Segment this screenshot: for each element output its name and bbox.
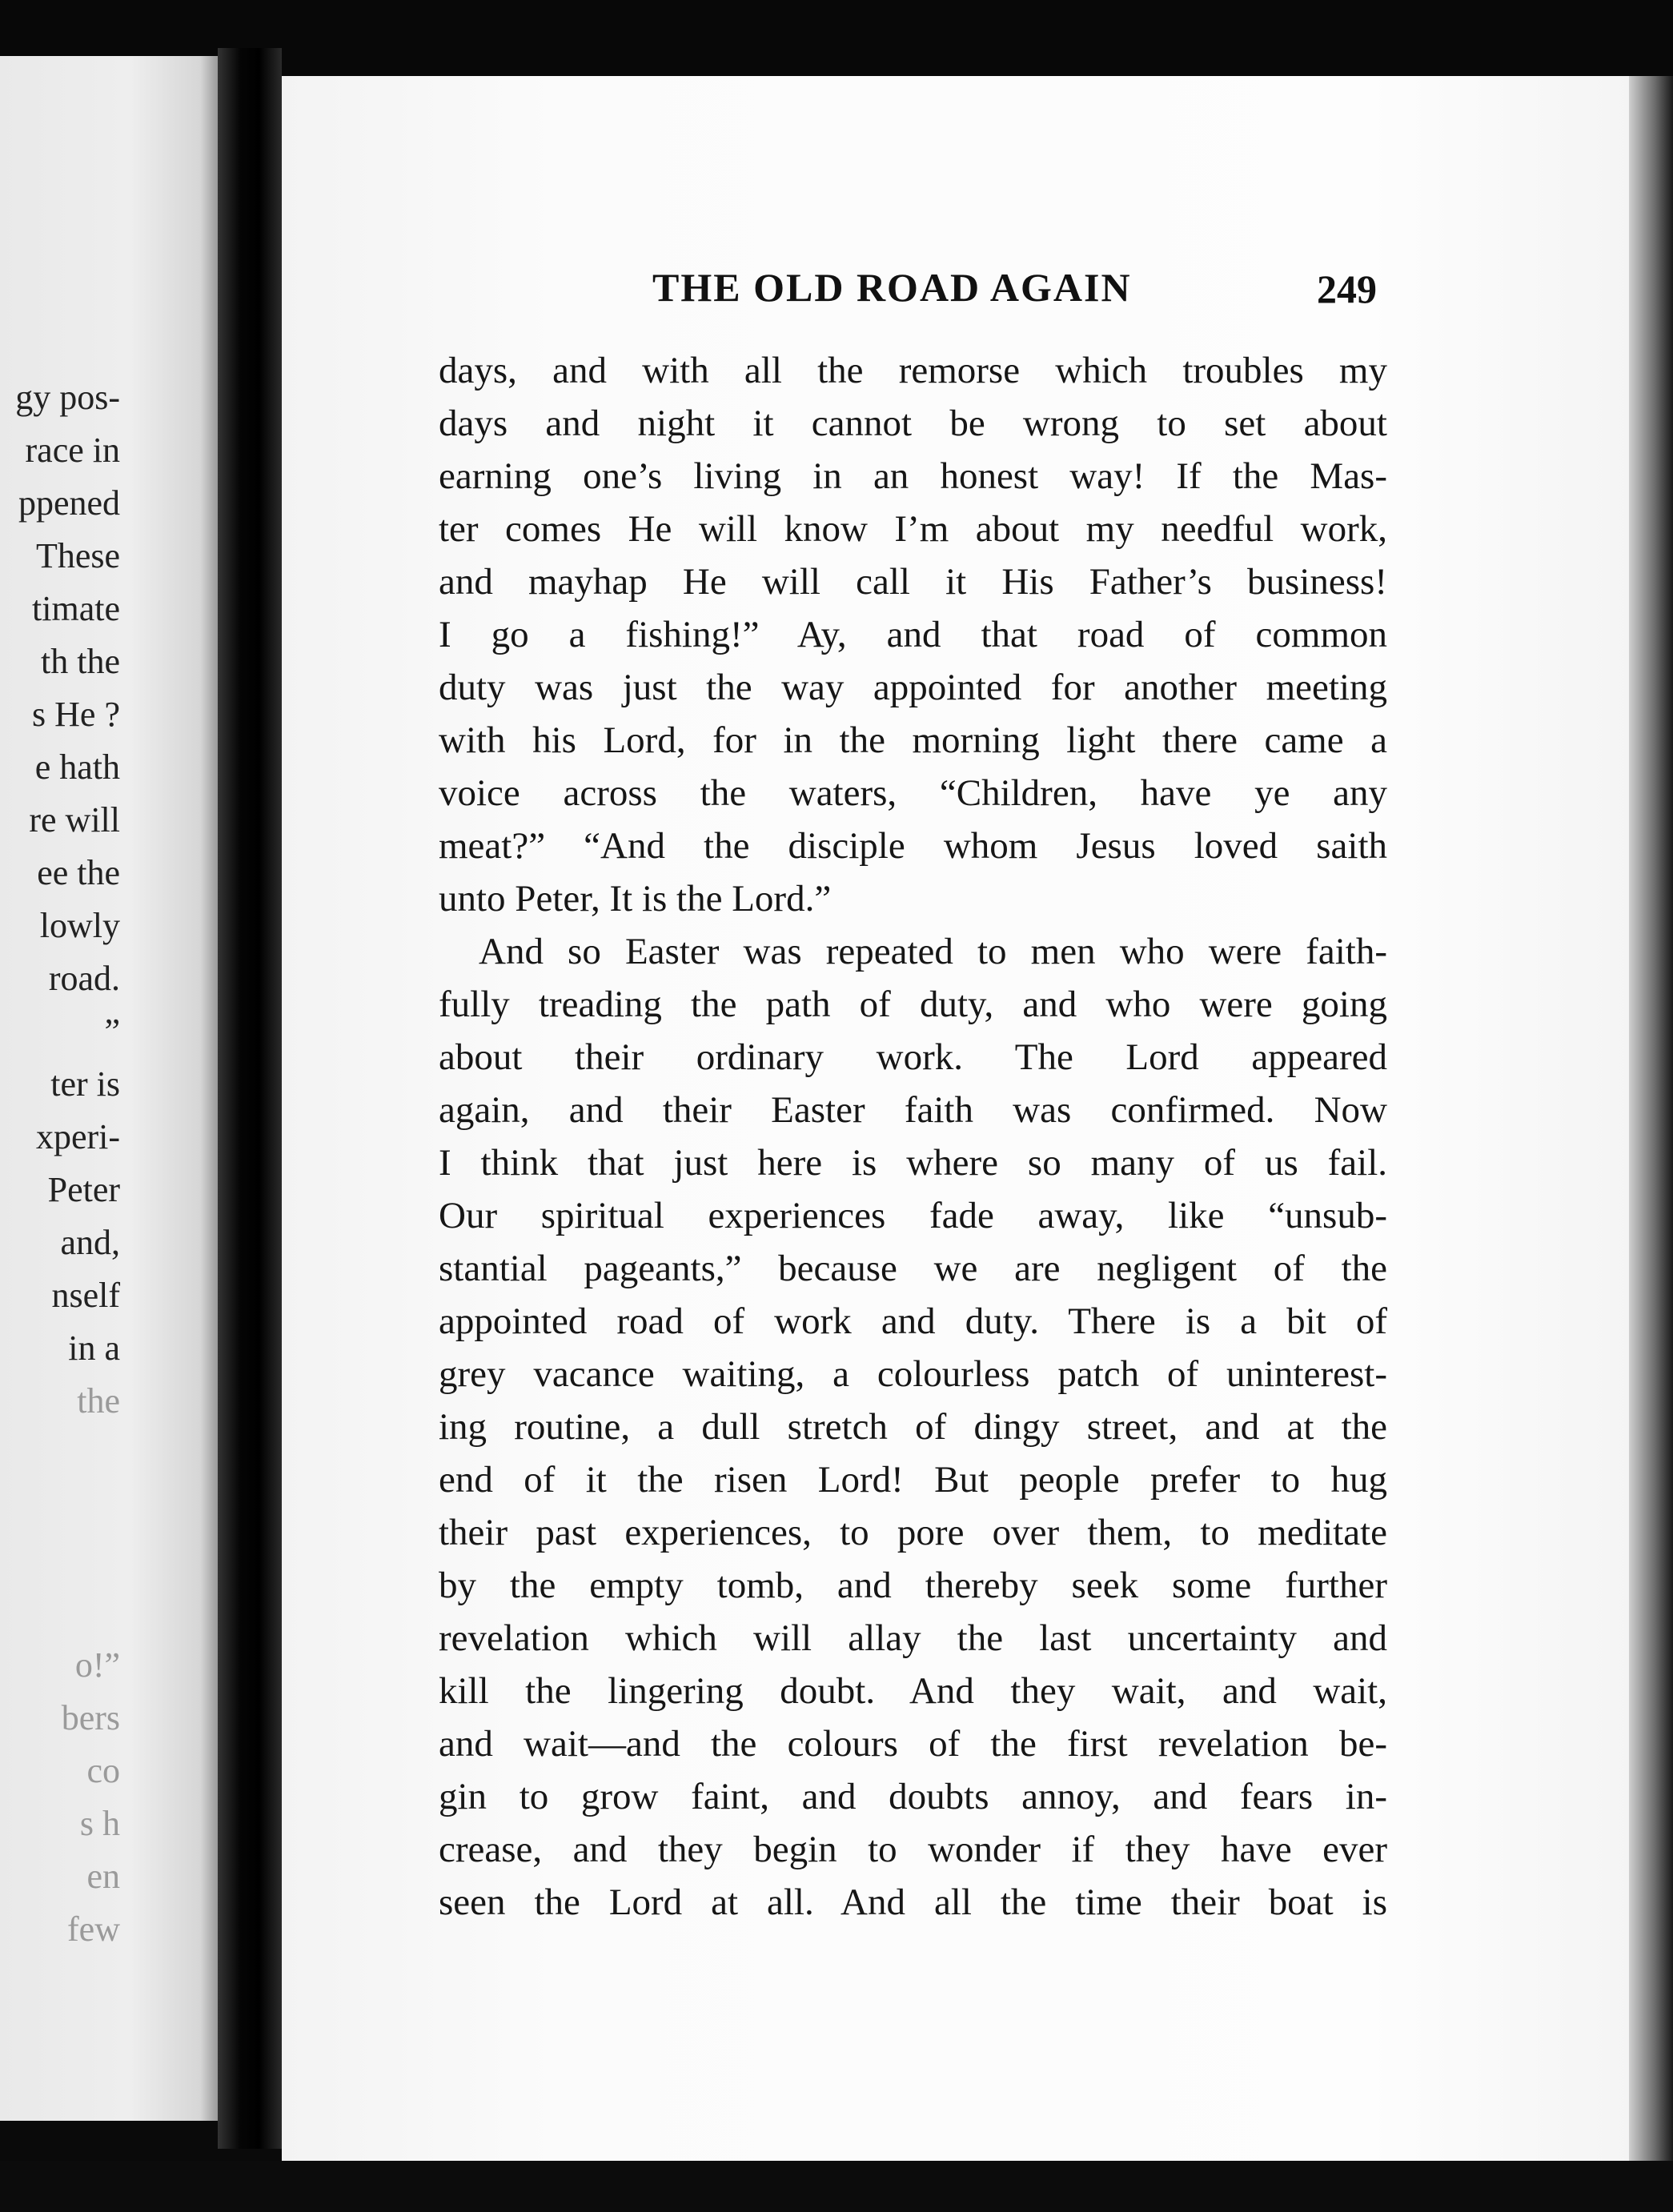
text-line: I think that just here is where so many of us fail. [439,1142,1387,1184]
page-number: 249 [1317,266,1377,311]
left-page-fragment: re will [29,800,120,840]
text-line: I go a fishing!” Ay, and that road of common [439,614,1387,655]
text-line: days and night it cannot be wrong to set about [439,403,1387,444]
text-line: gin to grow faint, and doubts annoy, and fears in- [439,1776,1387,1817]
left-page-fragment: Peter [47,1170,120,1209]
left-page-fragment: lowly [39,906,120,945]
text-line: days, and with all the remorse which troubles my [439,350,1387,391]
left-page-fragment: xperi- [35,1117,120,1156]
text-line: with his Lord, for in the morning light there came a [439,719,1387,761]
left-page-fragment: s He ? [32,695,120,734]
text-line: fully treading the path of duty, and who were going [439,984,1387,1025]
left-page-fragment: in a [68,1328,120,1368]
text-line: meat?” “And the disciple whom Jesus loved saith [439,825,1387,867]
text-line: appointed road of work and duty. There is a bit of [439,1300,1387,1342]
left-page-fragment: ppened [18,483,120,523]
running-head: THE OLD ROAD AGAIN [652,265,1132,310]
left-page-fragment: bers [61,1698,120,1737]
left-page-fragment: and, [60,1223,120,1262]
left-page-fragment: road. [48,959,120,998]
left-page-fragment: th the [41,642,120,681]
text-line: duty was just the way appointed for another meeting [439,667,1387,708]
left-page-fragment: few [67,1909,120,1949]
left-page-fragment: o!” [74,1645,120,1685]
text-line: unto Peter, It is the Lord.” [439,878,832,920]
left-page-fragment: co [86,1751,120,1790]
text-line: by the empty tomb, and thereby seek some further [439,1565,1387,1606]
left-page-fragment: e hath [34,747,120,787]
text-line: Our spiritual experiences fade away, like “unsub- [439,1195,1387,1236]
text-line: and wait—and the colours of the first revelation be- [439,1723,1387,1765]
left-page-fragment: gy pos- [15,378,120,417]
left-page-fragment: ee the [37,853,120,892]
book-gutter [218,48,282,2149]
text-line: ter comes He will know I’m about my needful work, [439,508,1387,550]
text-line: stantial pageants,” because we are negligent of the [439,1248,1387,1289]
text-line: and mayhap He will call it His Father’s business! [439,561,1387,603]
left-page-fragment: timate [32,589,120,628]
text-line: end of it the risen Lord! But people prefer to hug [439,1459,1387,1501]
text-line: kill the lingering doubt. And they wait, and wait, [439,1670,1387,1712]
left-page-fragment: ” [104,1012,120,1051]
text-line: earning one’s living in an honest way! If the Mas- [439,455,1387,497]
left-page-fragment: These [35,536,120,575]
text-line: their past experiences, to pore over them, to meditate [439,1512,1387,1553]
text-line: crease, and they begin to wonder if they have ever [439,1829,1387,1870]
text-line: And so Easter was repeated to men who were faith- [479,931,1387,972]
left-page-fragment: s h [79,1804,120,1843]
text-line: seen the Lord at all. And all the time their boat is [439,1881,1387,1923]
text-line: about their ordinary work. The Lord appeared [439,1036,1387,1078]
page-edge-shadow [1629,76,1673,2169]
left-page-fragment: ter is [50,1064,120,1104]
left-page-fragment: the [77,1381,120,1421]
left-page-fragment: nself [51,1276,120,1315]
scanner-background-bottom [0,2161,1673,2212]
left-page-fragment: en [86,1857,120,1896]
left-page-fragment: race in [25,431,120,470]
text-line: grey vacance waiting, a colourless patch of uninterest- [439,1353,1387,1395]
text-line: voice across the waters, “Children, have ye any [439,772,1387,814]
text-line: ing routine, a dull stretch of dingy street, and at the [439,1406,1387,1448]
text-line: revelation which will allay the last uncertainty and [439,1617,1387,1659]
text-line: again, and their Easter faith was confirmed. Now [439,1089,1387,1131]
left-page [0,56,218,2121]
